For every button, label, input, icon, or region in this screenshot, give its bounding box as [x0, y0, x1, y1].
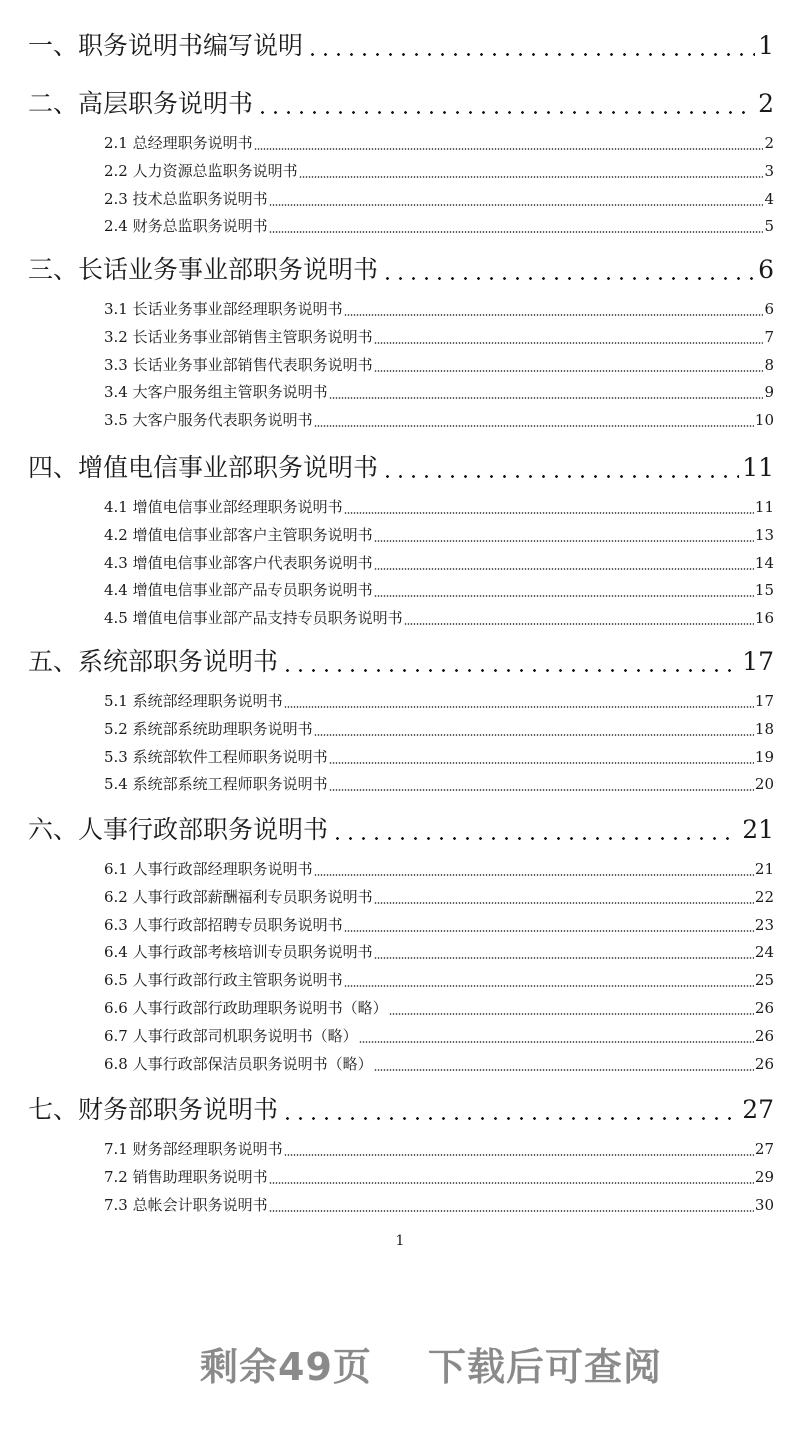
toc-section[interactable] — [28, 84, 774, 120]
toc-section[interactable] — [28, 26, 774, 62]
dot-leader — [374, 342, 764, 344]
toc-subsection[interactable] — [104, 298, 774, 319]
toc-subsection-page: 11 — [754, 498, 774, 516]
toc-subsection-title: 5.2 系统部系统助理职务说明书 — [104, 719, 313, 738]
toc-subsection-page: 13 — [754, 525, 774, 544]
toc-subsection[interactable] — [104, 381, 774, 402]
toc-subsection[interactable] — [104, 1053, 774, 1074]
toc-subsection[interactable] — [104, 773, 774, 794]
toc-subsection[interactable] — [104, 607, 774, 628]
dot-leader — [404, 623, 754, 625]
dot-leader — [269, 204, 764, 206]
dot-leader — [359, 1041, 754, 1043]
toc-subsection-title: 6.1 人事行政部经理职务说明书 — [104, 860, 313, 878]
dot-leader — [269, 231, 764, 233]
toc-subsection[interactable] — [104, 1194, 774, 1215]
toc-subsection-page: 2 — [764, 134, 774, 152]
toc-subsection[interactable] — [104, 690, 774, 711]
dot-leader — [314, 734, 754, 736]
dot-leader — [329, 762, 754, 764]
toc-section-page: 11 — [742, 453, 774, 482]
toc-subsection-title: 6.3 人事行政部招聘专员职务说明书 — [104, 915, 343, 934]
toc-subsection[interactable] — [104, 160, 774, 181]
toc-subsection-title: 3.1 长话业务事业部经理职务说明书 — [104, 300, 343, 318]
toc-subsection-title: 4.3 增值电信事业部客户代表职务说明书 — [104, 553, 373, 572]
toc-subsection-title: 7.1 财务部经理职务说明书 — [104, 1140, 283, 1158]
dot-leader — [314, 874, 754, 876]
toc-subsection-page: 30 — [754, 1195, 774, 1214]
dot-leader — [256, 111, 755, 114]
toc-subsection-page: 17 — [754, 692, 774, 710]
toc-subsection-title: 7.2 销售助理职务说明书 — [104, 1167, 268, 1186]
toc-subsection[interactable] — [104, 997, 774, 1018]
dot-leader — [374, 540, 754, 542]
toc-subsection[interactable] — [104, 188, 774, 209]
toc-section-page: 1 — [758, 31, 774, 60]
toc-subsection-page: 24 — [754, 943, 774, 962]
dot-leader — [374, 568, 754, 570]
toc-subsection[interactable] — [104, 718, 774, 739]
toc-subsection[interactable] — [104, 969, 774, 990]
dot-leader — [381, 277, 755, 280]
dot-leader — [254, 148, 764, 150]
toc-subsection-page: 8 — [764, 355, 774, 374]
toc-subsection[interactable] — [104, 524, 774, 545]
toc-subsection-page: 21 — [754, 860, 774, 878]
toc-subsection[interactable] — [104, 579, 774, 600]
toc-subsection-page: 9 — [764, 383, 774, 402]
toc-section[interactable] — [28, 810, 774, 846]
toc-section[interactable] — [28, 448, 774, 484]
dot-leader — [344, 512, 754, 514]
remaining-pages-text: 剩余49页 — [200, 1345, 372, 1389]
toc-subsection-title: 5.4 系统部系统工程师职务说明书 — [104, 775, 328, 794]
toc-subsection-title: 4.2 增值电信事业部客户主管职务说明书 — [104, 525, 373, 544]
toc-subsection-title: 4.1 增值电信事业部经理职务说明书 — [104, 498, 343, 516]
toc-subsection-title: 3.3 长话业务事业部销售代表职务说明书 — [104, 355, 373, 374]
download-to-view-text: 下载后可查阅 — [427, 1345, 662, 1389]
toc-section-page: 17 — [742, 647, 774, 676]
dot-leader — [281, 1117, 739, 1120]
dot-leader — [299, 176, 764, 178]
toc-subsection-page: 14 — [754, 553, 774, 572]
toc-subsection-title: 6.2 人事行政部薪酬福利专员职务说明书 — [104, 887, 373, 906]
toc-subsection-page: 26 — [754, 1026, 774, 1045]
dot-leader — [314, 425, 754, 427]
toc-subsection[interactable] — [104, 132, 774, 153]
toc-subsection-title: 6.6 人事行政部行政助理职务说明书（略） — [104, 999, 388, 1017]
toc-subsection-page: 7 — [764, 327, 774, 346]
toc-subsection[interactable] — [104, 1166, 774, 1187]
toc-subsection[interactable] — [104, 886, 774, 907]
toc-subsection-title: 6.4 人事行政部考核培训专员职务说明书 — [104, 943, 373, 962]
toc-section-page: 6 — [758, 255, 774, 284]
toc-subsection-title: 4.5 增值电信事业部产品支持专员职务说明书 — [104, 609, 403, 628]
toc-subsection[interactable] — [104, 746, 774, 767]
toc-subsection[interactable] — [104, 496, 774, 517]
dot-leader — [374, 957, 754, 959]
dot-leader — [381, 475, 739, 478]
toc-section-title: 七、财务部职务说明书 — [28, 1095, 279, 1124]
toc-subsection-title: 2.4 财务总监职务说明书 — [104, 217, 268, 236]
toc-subsection-title: 2.1 总经理职务说明书 — [104, 134, 253, 152]
toc-subsection-title: 5.3 系统部软件工程师职务说明书 — [104, 747, 328, 766]
page-number: 1 — [395, 1233, 405, 1249]
dot-leader — [306, 53, 755, 56]
toc-subsection-title: 6.5 人事行政部行政主管职务说明书 — [104, 971, 343, 990]
toc-subsection-page: 26 — [754, 1054, 774, 1073]
toc-subsection-page: 10 — [754, 411, 774, 430]
toc-subsection-page: 15 — [754, 581, 774, 600]
toc-subsection-page: 25 — [754, 971, 774, 990]
toc-section[interactable] — [28, 1090, 774, 1126]
toc-subsection-page: 22 — [754, 887, 774, 906]
toc-subsection-title: 4.4 增值电信事业部产品专员职务说明书 — [104, 581, 373, 600]
download-banner[interactable] — [0, 1336, 800, 1391]
toc-subsection-page: 20 — [754, 775, 774, 794]
toc-section-page: 21 — [742, 815, 774, 844]
toc-subsection-title: 5.1 系统部经理职务说明书 — [104, 692, 283, 710]
toc-subsection-page: 5 — [764, 217, 774, 236]
toc-subsection-title: 6.8 人事行政部保洁员职务说明书（略） — [104, 1054, 373, 1073]
toc-subsection[interactable] — [104, 1138, 774, 1159]
dot-leader — [329, 789, 754, 791]
toc-subsection-title: 6.7 人事行政部司机职务说明书（略） — [104, 1026, 358, 1045]
toc-subsection-page: 26 — [754, 999, 774, 1017]
toc-section[interactable] — [28, 642, 774, 678]
dot-leader — [331, 837, 739, 840]
toc-section-title: 二、高层职务说明书 — [28, 89, 254, 118]
toc-subsection[interactable] — [104, 941, 774, 962]
toc-subsection-title: 7.3 总帐会计职务说明书 — [104, 1195, 268, 1214]
toc-subsection-page: 27 — [754, 1140, 774, 1158]
dot-leader — [374, 595, 754, 597]
dot-leader — [329, 397, 764, 399]
toc-section-title: 五、系统部职务说明书 — [28, 647, 279, 676]
toc-subsection[interactable] — [104, 215, 774, 236]
dot-leader — [269, 1210, 754, 1212]
toc-subsection-page: 3 — [764, 161, 774, 180]
toc-subsection[interactable] — [104, 326, 774, 347]
toc-section-title: 六、人事行政部职务说明书 — [28, 815, 329, 844]
toc-subsection-title: 2.3 技术总监职务说明书 — [104, 189, 268, 208]
toc-subsection-page: 19 — [754, 747, 774, 766]
dot-leader — [389, 1013, 754, 1015]
toc-subsection[interactable] — [104, 914, 774, 935]
dot-leader — [344, 314, 764, 316]
toc-subsection-page: 16 — [754, 609, 774, 628]
toc-subsection[interactable] — [104, 409, 774, 430]
dot-leader — [374, 902, 754, 904]
toc-subsection-page: 23 — [754, 915, 774, 934]
toc-subsection-title: 3.4 大客户服务组主管职务说明书 — [104, 383, 328, 402]
toc-subsection-page: 4 — [764, 189, 774, 208]
dot-leader — [281, 669, 739, 672]
toc-subsection-page: 18 — [754, 719, 774, 738]
toc-section-title: 四、增值电信事业部职务说明书 — [28, 453, 379, 482]
toc-subsection-page: 6 — [764, 300, 774, 318]
toc-subsection-page: 29 — [754, 1167, 774, 1186]
toc-subsection-title: 3.2 长话业务事业部销售主管职务说明书 — [104, 327, 373, 346]
toc-subsection[interactable] — [104, 552, 774, 573]
toc-subsection-title: 3.5 大客户服务代表职务说明书 — [104, 411, 313, 430]
toc-section-title: 一、职务说明书编写说明 — [28, 31, 304, 60]
toc-section-title: 三、长话业务事业部职务说明书 — [28, 255, 379, 284]
dot-leader — [374, 370, 764, 372]
dot-leader — [374, 1069, 754, 1071]
toc-section-page: 2 — [758, 89, 774, 118]
dot-leader — [284, 1154, 754, 1156]
dot-leader — [344, 930, 754, 932]
toc-subsection[interactable] — [104, 858, 774, 879]
dot-leader — [269, 1182, 754, 1184]
toc-section[interactable] — [28, 250, 774, 286]
toc-subsection[interactable] — [104, 1025, 774, 1046]
toc-subsection-title: 2.2 人力资源总监职务说明书 — [104, 161, 298, 180]
toc-subsection[interactable] — [104, 354, 774, 375]
dot-leader — [344, 985, 754, 987]
toc-section-page: 27 — [742, 1095, 774, 1124]
dot-leader — [284, 706, 754, 708]
